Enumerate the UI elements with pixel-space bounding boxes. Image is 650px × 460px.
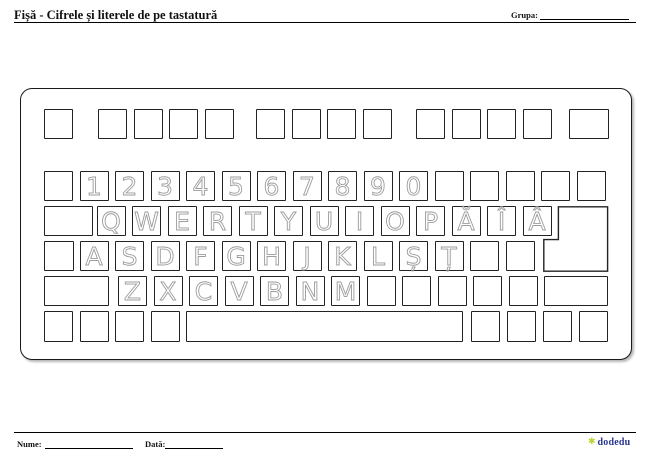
key-u: U (310, 206, 339, 236)
key-blank (363, 109, 392, 139)
key-k: K (328, 241, 357, 271)
data-blank-line (165, 448, 223, 449)
key-blank (470, 241, 499, 271)
key-h: H (257, 241, 286, 271)
key-a-circumflex: Â (523, 206, 552, 236)
key-q: Q (97, 206, 126, 236)
key-blank (80, 311, 109, 342)
key-z: Z (118, 276, 147, 306)
key-shift-right-blank (544, 276, 608, 306)
key-b: B (260, 276, 289, 306)
key-t: T (239, 206, 268, 236)
key-l: L (364, 241, 393, 271)
key-blank (151, 311, 180, 342)
key-blank (98, 109, 127, 139)
key-blank (44, 311, 73, 342)
key-e: E (168, 206, 197, 236)
key-4: 4 (186, 171, 215, 201)
key-7: 7 (293, 171, 322, 201)
key-space-blank (186, 311, 463, 342)
key-t-comma: Ț (435, 241, 464, 271)
key-blank (416, 109, 445, 139)
key-blank (327, 109, 356, 139)
key-blank (470, 171, 499, 201)
grupa-blank-line (540, 19, 629, 20)
key-s-comma: Ș (399, 241, 428, 271)
data-label: Dată: (145, 439, 166, 449)
key-wide-blank (569, 109, 609, 139)
key-enter (543, 206, 609, 272)
dodedu-logo (588, 437, 630, 448)
key-blank (452, 109, 481, 139)
key-blank (577, 171, 606, 201)
key-blank (44, 171, 73, 201)
nume-blank-line (45, 448, 133, 449)
key-g: G (222, 241, 251, 271)
key-blank (169, 109, 198, 139)
key-6: 6 (257, 171, 286, 201)
key-blank (523, 109, 552, 139)
key-a-breve: Ă (452, 206, 481, 236)
key-blank (402, 276, 431, 306)
key-d: D (151, 241, 180, 271)
footer-rule (14, 432, 636, 433)
key-blank (367, 276, 396, 306)
key-y: Y (274, 206, 303, 236)
key-m: M (331, 276, 360, 306)
key-w: W (132, 206, 161, 236)
key-blank (543, 311, 572, 342)
key-shift-left-blank (44, 276, 109, 306)
key-blank (473, 276, 502, 306)
key-blank (205, 109, 234, 139)
key-c: C (189, 276, 218, 306)
logo-text: dodedu (597, 437, 631, 448)
key-blank (256, 109, 285, 139)
key-blank (134, 109, 163, 139)
starburst-icon: ✱ (588, 437, 596, 447)
key-r: R (203, 206, 232, 236)
key-blank (115, 311, 144, 342)
key-blank (487, 109, 516, 139)
key-8: 8 (328, 171, 357, 201)
key-blank (471, 311, 500, 342)
key-blank (438, 276, 467, 306)
key-blank (507, 311, 536, 342)
key-tab-blank (44, 206, 93, 236)
header-rule (14, 22, 636, 23)
keyboard-outline (20, 88, 632, 360)
key-3: 3 (151, 171, 180, 201)
key-v: V (225, 276, 254, 306)
key-a: A (80, 241, 109, 271)
key-2: 2 (115, 171, 144, 201)
key-caps-blank (44, 241, 74, 271)
nume-label: Nume: (17, 439, 42, 449)
key-blank (509, 276, 538, 306)
key-blank (435, 171, 464, 201)
page-title: Fișă - Cifrele și literele de pe tastatură (14, 8, 218, 22)
key-blank (44, 109, 73, 139)
key-blank (506, 171, 535, 201)
key-5: 5 (222, 171, 251, 201)
key-1: 1 (80, 171, 109, 201)
key-f: F (186, 241, 215, 271)
key-9: 9 (364, 171, 393, 201)
key-blank (579, 311, 608, 342)
key-x: X (154, 276, 183, 306)
key-0: 0 (399, 171, 428, 201)
key-p: P (416, 206, 445, 236)
key-i-circumflex: Î (487, 206, 516, 236)
key-j: J (293, 241, 322, 271)
key-blank (541, 171, 570, 201)
key-o: O (381, 206, 410, 236)
key-blank (292, 109, 321, 139)
key-i: I (345, 206, 374, 236)
key-blank (506, 241, 535, 271)
grupa-label: Grupa: (511, 10, 538, 20)
key-s: S (115, 241, 144, 271)
key-n: N (296, 276, 325, 306)
